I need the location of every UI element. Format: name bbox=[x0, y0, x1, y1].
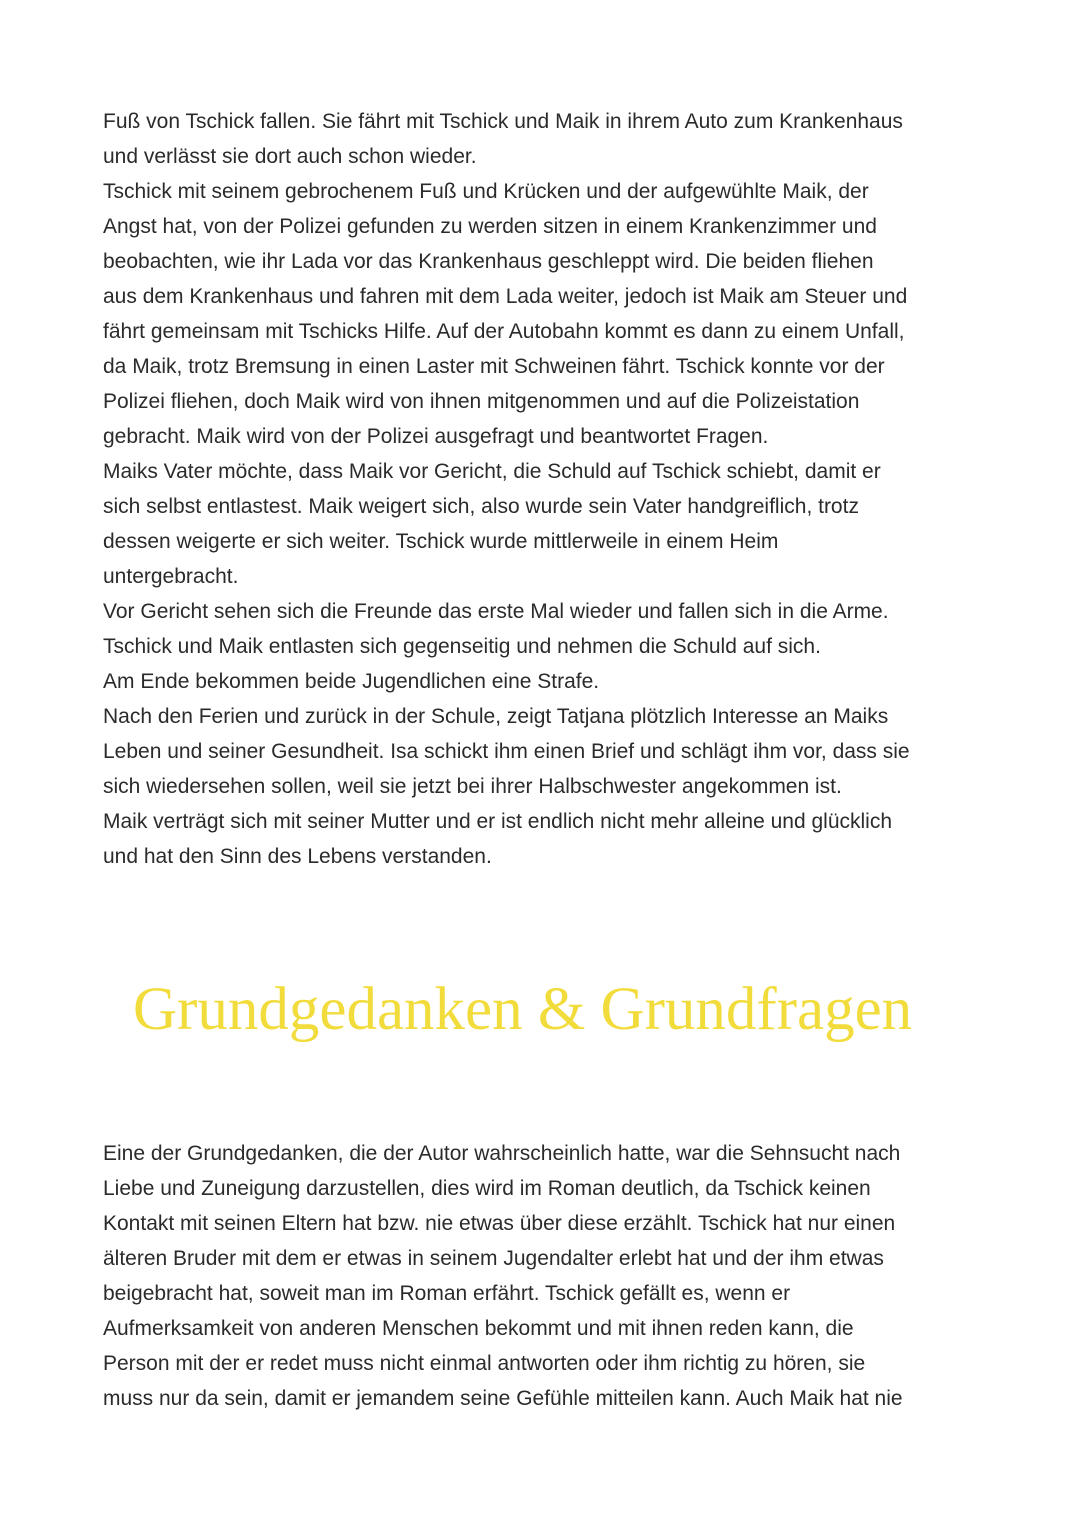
text-line: untergebracht. bbox=[103, 565, 239, 588]
text-line: da Maik, trotz Bremsung in einen Laster mit Schweinen fährt. Tschick konnte vor der bbox=[103, 355, 885, 378]
text-line: Kontakt mit seinen Eltern hat bzw. nie etwas über diese erzählt. Tschick hat nur einen bbox=[103, 1212, 896, 1235]
text-line: Liebe und Zuneigung darzustellen, dies wird im Roman deutlich, da Tschick keinen bbox=[103, 1177, 871, 1200]
section-heading: Grundgedanken & Grundfragen bbox=[133, 976, 913, 1043]
text-line: und hat den Sinn des Lebens verstanden. bbox=[103, 845, 492, 868]
text-line: Tschick mit seinem gebrochenem Fuß und Krücken und der aufgewühlte Maik, der bbox=[103, 180, 869, 203]
text-line: sich selbst entlastest. Maik weigert sich, also wurde sein Vater handgreiflich, trotz bbox=[103, 495, 859, 518]
text-line: Aufmerksamkeit von anderen Menschen bekommt und mit ihnen reden kann, die bbox=[103, 1317, 854, 1340]
text-line: Maiks Vater möchte, dass Maik vor Gericht, die Schuld auf Tschick schiebt, damit er bbox=[103, 460, 881, 483]
text-line: Polizei fliehen, doch Maik wird von ihnen mitgenommen und auf die Polizeistation bbox=[103, 390, 860, 413]
text-line: und verlässt sie dort auch schon wieder. bbox=[103, 145, 477, 168]
text-line: aus dem Krankenhaus und fahren mit dem Lada weiter, jedoch ist Maik am Steuer und bbox=[103, 285, 908, 308]
text-line: muss nur da sein, damit er jemandem seine Gefühle mitteilen kann. Auch Maik hat nie bbox=[103, 1387, 903, 1410]
summary-paragraphs bbox=[103, 104, 1003, 874]
text-line: Maik verträgt sich mit seiner Mutter und er ist endlich nicht mehr alleine und glücklich bbox=[103, 810, 893, 833]
text-line: älteren Bruder mit dem er etwas in seinem Jugendalter erlebt hat und der ihm etwas bbox=[103, 1247, 884, 1270]
text-line: beobachten, wie ihr Lada vor das Krankenhaus geschleppt wird. Die beiden fliehen bbox=[103, 250, 874, 273]
text-line: Fuß von Tschick fallen. Sie fährt mit Tschick und Maik in ihrem Auto zum Krankenhaus bbox=[103, 110, 903, 133]
text-line: beigebracht hat, soweit man im Roman erfährt. Tschick gefällt es, wenn er bbox=[103, 1282, 791, 1305]
text-line: Leben und seiner Gesundheit. Isa schickt ihm einen Brief und schlägt ihm vor, dass sie bbox=[103, 740, 910, 763]
text-line: Eine der Grundgedanken, die der Autor wahrscheinlich hatte, war die Sehnsucht nach bbox=[103, 1142, 901, 1165]
text-line: Vor Gericht sehen sich die Freunde das erste Mal wieder und fallen sich in die Arme. bbox=[103, 600, 889, 623]
text-line: Tschick und Maik entlasten sich gegenseitig und nehmen die Schuld auf sich. bbox=[103, 635, 821, 658]
text-line: sich wiedersehen sollen, weil sie jetzt bei ihrer Halbschwester angekommen ist. bbox=[103, 775, 842, 798]
text-line: dessen weigerte er sich weiter. Tschick wurde mittlerweile in einem Heim bbox=[103, 530, 779, 553]
text-line: gebracht. Maik wird von der Polizei ausgefragt und beantwortet Fragen. bbox=[103, 425, 769, 448]
text-line: fährt gemeinsam mit Tschicks Hilfe. Auf der Autobahn kommt es dann zu einem Unfall, bbox=[103, 320, 905, 343]
text-line: Am Ende bekommen beide Jugendlichen eine Strafe. bbox=[103, 670, 600, 693]
text-line: Person mit der er redet muss nicht einmal antworten oder ihm richtig zu hören, sie bbox=[103, 1352, 866, 1375]
grundgedanken-paragraph bbox=[103, 1136, 1003, 1416]
text-line: Nach den Ferien und zurück in der Schule, zeigt Tatjana plötzlich Interesse an Maiks bbox=[103, 705, 889, 728]
text-line: Angst hat, von der Polizei gefunden zu werden sitzen in einem Krankenzimmer und bbox=[103, 215, 877, 238]
